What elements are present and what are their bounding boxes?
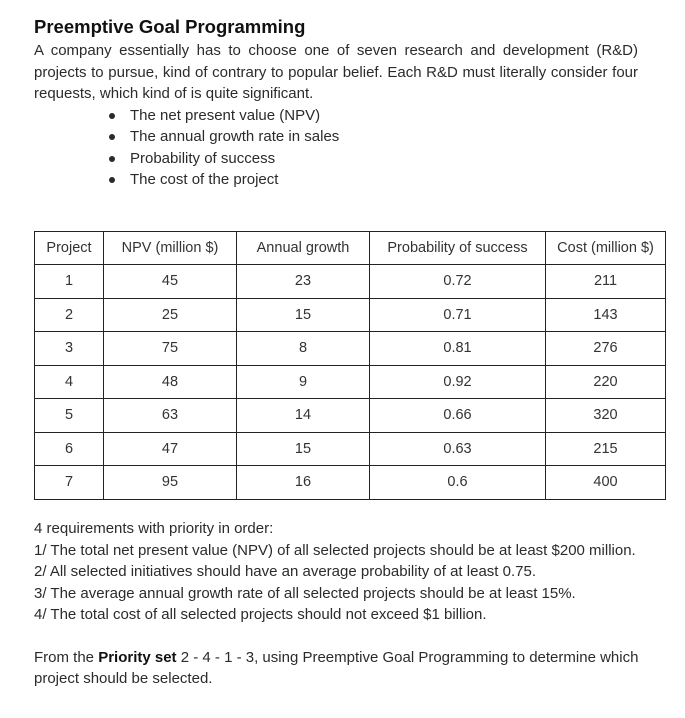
table-row bbox=[35, 466, 666, 500]
requirements-heading: 4 requirements with priority in order: bbox=[34, 520, 274, 537]
table-cell: 276 bbox=[546, 332, 666, 366]
table-cell: 63 bbox=[104, 399, 237, 433]
column-header: Project bbox=[35, 232, 104, 265]
table-cell: 48 bbox=[104, 365, 237, 399]
table-cell: 0.71 bbox=[370, 298, 546, 332]
bullet-icon bbox=[109, 113, 115, 119]
question-paragraph: From the Priority set 2 - 4 - 1 - 3, using Preemptive Goal Programming to determine which project should be selected. bbox=[34, 648, 639, 687]
requirement-item: 2/ All selected initiatives should have an average probability of at least 0.75. bbox=[34, 563, 536, 580]
table-cell: 0.66 bbox=[370, 399, 546, 433]
bullet-icon bbox=[109, 134, 115, 140]
table-cell: 0.81 bbox=[370, 332, 546, 366]
spacer bbox=[34, 626, 644, 647]
priority-set-label: Priority set bbox=[98, 648, 177, 666]
requirement-item: 1/ The total net present value (NPV) of all selected projects should be at least $200 million. bbox=[34, 541, 636, 559]
table-row bbox=[35, 332, 666, 366]
intro-paragraph: A company essentially has to choose one of seven research and development (R&D) projects to pursue, kind of contrary to popular belief. Each R&D must literally consider four requests, which kind of is quite significant. bbox=[34, 42, 638, 102]
list-item: The net present value (NPV) bbox=[107, 105, 638, 127]
column-header: Annual growth bbox=[237, 232, 370, 265]
table-cell: 47 bbox=[104, 432, 237, 466]
table-cell: 0.72 bbox=[370, 265, 546, 299]
table-cell: 15 bbox=[237, 298, 370, 332]
requirement-item: 4/ The total cost of all selected projects should not exceed $1 billion. bbox=[34, 606, 487, 623]
table-cell: 4 bbox=[35, 365, 104, 399]
table-header-row bbox=[35, 232, 666, 265]
document-header bbox=[34, 14, 638, 191]
column-header: Probability of success bbox=[370, 232, 546, 265]
table-cell: 15 bbox=[237, 432, 370, 466]
table-cell: 75 bbox=[104, 332, 237, 366]
projects-table bbox=[34, 231, 666, 500]
table-cell: 9 bbox=[237, 365, 370, 399]
table-cell: 215 bbox=[546, 432, 666, 466]
table-cell: 8 bbox=[237, 332, 370, 366]
column-header: NPV (million $) bbox=[104, 232, 237, 265]
table-row bbox=[35, 365, 666, 399]
table-cell: 16 bbox=[237, 466, 370, 500]
table-cell: 211 bbox=[546, 265, 666, 299]
table-cell: 0.63 bbox=[370, 432, 546, 466]
table-cell: 0.92 bbox=[370, 365, 546, 399]
table-cell: 45 bbox=[104, 265, 237, 299]
table-cell: 1 bbox=[35, 265, 104, 299]
table-cell: 23 bbox=[237, 265, 370, 299]
table-cell: 0.6 bbox=[370, 466, 546, 500]
table-cell: 3 bbox=[35, 332, 104, 366]
table-cell: 220 bbox=[546, 365, 666, 399]
requirement-item: 3/ The average annual growth rate of all selected projects should be at least 15%. bbox=[34, 584, 576, 602]
table-cell: 2 bbox=[35, 298, 104, 332]
table-cell: 400 bbox=[546, 466, 666, 500]
list-item: The annual growth rate in sales bbox=[107, 126, 638, 148]
table-cell: 6 bbox=[35, 432, 104, 466]
table-row bbox=[35, 399, 666, 433]
table-cell: 95 bbox=[104, 466, 237, 500]
table-cell: 143 bbox=[546, 298, 666, 332]
table-cell: 5 bbox=[35, 399, 104, 433]
table-cell: 320 bbox=[546, 399, 666, 433]
column-header: Cost (million $) bbox=[546, 232, 666, 265]
table-cell: 14 bbox=[237, 399, 370, 433]
bullet-icon bbox=[109, 177, 115, 183]
list-item: Probability of success bbox=[107, 148, 638, 170]
criteria-list bbox=[107, 105, 638, 191]
table-cell: 25 bbox=[104, 298, 237, 332]
table-row bbox=[35, 298, 666, 332]
list-item: The cost of the project bbox=[107, 169, 638, 191]
page-title: Preemptive Goal Programming bbox=[34, 16, 306, 37]
table-row bbox=[35, 432, 666, 466]
bullet-icon bbox=[109, 156, 115, 162]
table-row bbox=[35, 265, 666, 299]
table-cell: 7 bbox=[35, 466, 104, 500]
requirements-section bbox=[34, 518, 644, 690]
